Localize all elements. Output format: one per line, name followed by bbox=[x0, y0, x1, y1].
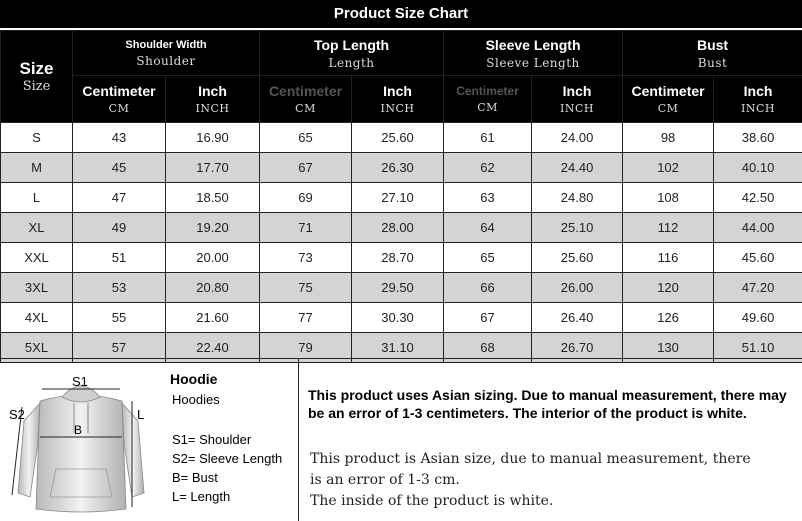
unit-en: Inch bbox=[383, 83, 412, 99]
length-inch-cell: 25.60 bbox=[352, 123, 444, 153]
length-cm-cell: 73 bbox=[260, 243, 352, 273]
legend-item: L= Length bbox=[172, 489, 231, 504]
unit-header-cm bbox=[623, 76, 714, 123]
unit-en: Inch bbox=[198, 83, 227, 99]
measurement-diagram-panel bbox=[0, 359, 299, 521]
notes-panel bbox=[300, 359, 802, 521]
shoulder-cm-cell: 43 bbox=[73, 123, 166, 153]
bust-inch-cell: 38.60 bbox=[714, 123, 802, 153]
length-inch-cell: 26.30 bbox=[352, 153, 444, 183]
hoodie-diagram bbox=[4, 373, 164, 521]
group-header-shoulder bbox=[73, 31, 260, 76]
note-line: This product is Asian size, due to manual measurement, there bbox=[310, 451, 751, 467]
length-inch-cell: 29.50 bbox=[352, 273, 444, 303]
size-cell: XXL bbox=[1, 243, 73, 273]
group-cn: Sleeve Length bbox=[486, 55, 580, 70]
table-row bbox=[1, 273, 802, 303]
legend-item: B= Bust bbox=[172, 470, 218, 485]
shoulder-cm-cell: 53 bbox=[73, 273, 166, 303]
bust-inch-cell: 47.20 bbox=[714, 273, 802, 303]
sleeve-inch-cell: 26.40 bbox=[532, 303, 623, 333]
length-cm-cell: 75 bbox=[260, 273, 352, 303]
shoulder-inch-cell: 20.80 bbox=[166, 273, 260, 303]
unit-en: Centimeter bbox=[82, 83, 156, 99]
sleeve-cm-cell: 66 bbox=[444, 273, 532, 303]
unit-header-inch bbox=[532, 76, 623, 123]
group-cn: Bust bbox=[697, 55, 728, 70]
group-cn: Length bbox=[328, 55, 375, 70]
unit-header-cm bbox=[260, 76, 352, 123]
unit-header-inch bbox=[352, 76, 444, 123]
unit-cn: CM bbox=[295, 102, 316, 115]
sleeve-cm-cell: 62 bbox=[444, 153, 532, 183]
shoulder-inch-cell: 16.90 bbox=[166, 123, 260, 153]
shoulder-cm-cell: 49 bbox=[73, 213, 166, 243]
sleeve-inch-cell: 25.10 bbox=[532, 213, 623, 243]
sleeve-cm-cell: 64 bbox=[444, 213, 532, 243]
unit-en: Centimeter bbox=[268, 83, 343, 99]
size-header bbox=[1, 31, 73, 123]
unit-en: Inch bbox=[562, 83, 592, 99]
length-inch-cell: 30.30 bbox=[352, 303, 444, 333]
size-chart-table bbox=[0, 30, 802, 363]
bust-cm-cell: 120 bbox=[623, 273, 714, 303]
sleeve-inch-cell: 24.80 bbox=[532, 183, 623, 213]
sleeve-cm-cell: 68 bbox=[444, 333, 532, 363]
length-inch-cell: 31.10 bbox=[352, 333, 444, 363]
sleeve-inch-cell: 26.70 bbox=[532, 333, 623, 363]
group-header-length bbox=[260, 31, 444, 76]
bust-cm-cell: 102 bbox=[623, 153, 714, 183]
group-header-bust bbox=[623, 31, 802, 76]
shoulder-cm-cell: 51 bbox=[73, 243, 166, 273]
note-line: The inside of the product is white. bbox=[310, 493, 554, 509]
size-cell: 4XL bbox=[1, 303, 73, 333]
shoulder-cm-cell: 47 bbox=[73, 183, 166, 213]
unit-cn: INCH bbox=[195, 102, 230, 115]
shoulder-cm-cell: 57 bbox=[73, 333, 166, 363]
label-s1: S1 bbox=[72, 374, 88, 389]
unit-cn: INCH bbox=[741, 102, 776, 115]
group-header-sleeve bbox=[444, 31, 623, 76]
product-type-subtitle: Hoodies bbox=[172, 392, 220, 407]
bust-cm-cell: 98 bbox=[623, 123, 714, 153]
info-section bbox=[0, 358, 802, 521]
size-cell: 5XL bbox=[1, 333, 73, 363]
sleeve-cm-cell: 61 bbox=[444, 123, 532, 153]
length-inch-cell: 28.00 bbox=[352, 213, 444, 243]
shoulder-inch-cell: 17.70 bbox=[166, 153, 260, 183]
unit-cn: INCH bbox=[380, 102, 415, 115]
size-cell: M bbox=[1, 153, 73, 183]
sleeve-cm-cell: 67 bbox=[444, 303, 532, 333]
bust-inch-cell: 40.10 bbox=[714, 153, 802, 183]
size-cell: L bbox=[1, 183, 73, 213]
shoulder-inch-cell: 19.20 bbox=[166, 213, 260, 243]
unit-header-inch bbox=[714, 76, 802, 123]
unit-cn: CM bbox=[477, 101, 498, 114]
bust-inch-cell: 44.00 bbox=[714, 213, 802, 243]
size-cell: XL bbox=[1, 213, 73, 243]
shoulder-inch-cell: 18.50 bbox=[166, 183, 260, 213]
chart-title: Product Size Chart bbox=[0, 0, 802, 28]
bust-cm-cell: 108 bbox=[623, 183, 714, 213]
sizing-note-secondary bbox=[310, 449, 800, 512]
length-cm-cell: 67 bbox=[260, 153, 352, 183]
hoodie-body-shape bbox=[36, 395, 126, 512]
bust-inch-cell: 51.10 bbox=[714, 333, 802, 363]
length-cm-cell: 69 bbox=[260, 183, 352, 213]
table-row bbox=[1, 183, 802, 213]
unit-header-inch bbox=[166, 76, 260, 123]
bust-inch-cell: 49.60 bbox=[714, 303, 802, 333]
sizing-note-english: This product uses Asian sizing. Due to manual measurement, there may be an error of 1-3 centimeters. The interior of the product is white. bbox=[308, 387, 787, 421]
shoulder-inch-cell: 22.40 bbox=[166, 333, 260, 363]
unit-cn: INCH bbox=[560, 102, 595, 115]
length-cm-cell: 77 bbox=[260, 303, 352, 333]
size-header-en: Size bbox=[19, 59, 54, 78]
note-line: is an error of 1-3 cm. bbox=[310, 472, 460, 488]
legend-item: S1= Shoulder bbox=[172, 432, 252, 447]
group-en: Shoulder Width bbox=[125, 38, 207, 51]
shoulder-inch-cell: 20.00 bbox=[166, 243, 260, 273]
bust-cm-cell: 130 bbox=[623, 333, 714, 363]
unit-en: Centimeter bbox=[456, 84, 519, 98]
measurement-legend bbox=[172, 430, 282, 506]
shoulder-inch-cell: 21.60 bbox=[166, 303, 260, 333]
table-row bbox=[1, 303, 802, 333]
sleeve-inch-cell: 25.60 bbox=[532, 243, 623, 273]
bust-cm-cell: 112 bbox=[623, 213, 714, 243]
label-b: B bbox=[74, 423, 83, 437]
group-en: Top Length bbox=[313, 36, 390, 53]
size-cell: S bbox=[1, 123, 73, 153]
length-inch-cell: 27.10 bbox=[352, 183, 444, 213]
group-cn: Shoulder bbox=[136, 53, 196, 68]
unit-en: Centimeter bbox=[631, 83, 705, 99]
sleeve-inch-cell: 24.00 bbox=[532, 123, 623, 153]
unit-cn: CM bbox=[657, 102, 679, 115]
length-cm-cell: 71 bbox=[260, 213, 352, 243]
table-row bbox=[1, 213, 802, 243]
label-s2: S2 bbox=[9, 407, 25, 422]
size-header-cn: Size bbox=[22, 79, 51, 94]
sleeve-cm-cell: 63 bbox=[444, 183, 532, 213]
group-en: Bust bbox=[696, 36, 729, 53]
sleeve-cm-cell: 65 bbox=[444, 243, 532, 273]
shoulder-cm-cell: 45 bbox=[73, 153, 166, 183]
legend-item: S2= Sleeve Length bbox=[172, 451, 283, 466]
bust-inch-cell: 45.60 bbox=[714, 243, 802, 273]
length-cm-cell: 65 bbox=[260, 123, 352, 153]
sleeve-inch-cell: 24.40 bbox=[532, 153, 623, 183]
unit-cn: CM bbox=[108, 102, 130, 115]
table-row bbox=[1, 153, 802, 183]
label-l: L bbox=[137, 407, 145, 422]
unit-header-cm bbox=[73, 76, 166, 123]
unit-en: Inch bbox=[743, 83, 773, 99]
unit-header-cm bbox=[444, 76, 532, 123]
table-row bbox=[1, 123, 802, 153]
length-cm-cell: 79 bbox=[260, 333, 352, 363]
table-row bbox=[1, 243, 802, 273]
product-type-title: Hoodie bbox=[170, 371, 218, 387]
sleeve-inch-cell: 26.00 bbox=[532, 273, 623, 303]
bust-inch-cell: 42.50 bbox=[714, 183, 802, 213]
shoulder-cm-cell: 55 bbox=[73, 303, 166, 333]
bust-cm-cell: 116 bbox=[623, 243, 714, 273]
group-en: Sleeve Length bbox=[485, 36, 581, 53]
length-inch-cell: 28.70 bbox=[352, 243, 444, 273]
bust-cm-cell: 126 bbox=[623, 303, 714, 333]
size-cell: 3XL bbox=[1, 273, 73, 303]
